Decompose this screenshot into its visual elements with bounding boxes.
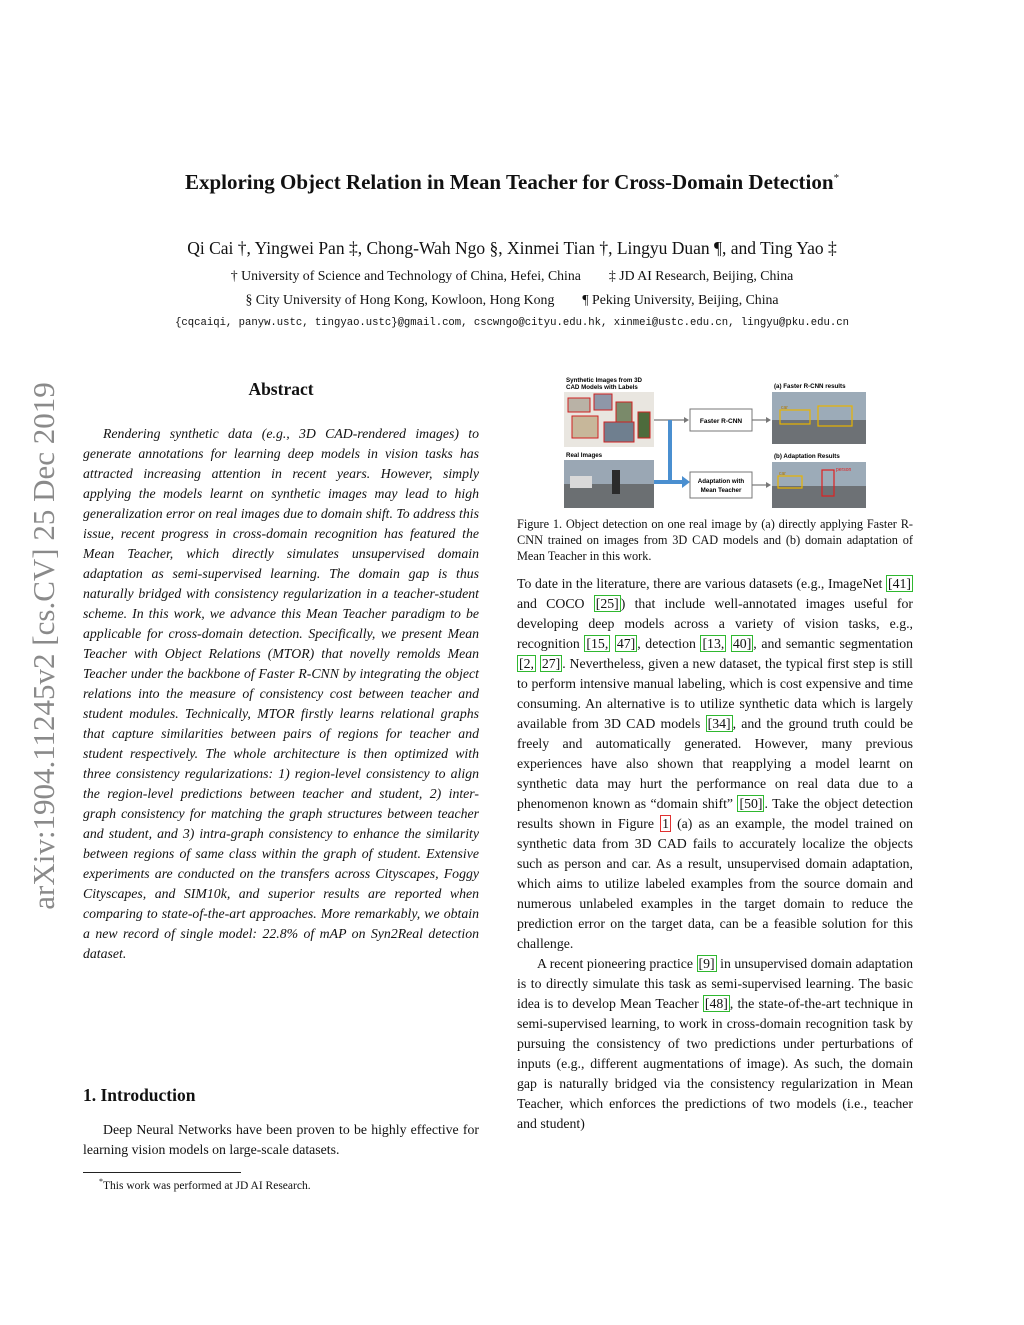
- synthetic-object: [616, 402, 632, 424]
- synthetic-object: [568, 398, 590, 412]
- adaptation-box: [690, 472, 752, 498]
- citation-link[interactable]: [2,: [519, 656, 534, 671]
- synthetic-object: [604, 422, 634, 442]
- footnote-rule: [83, 1172, 241, 1173]
- result-a-label: (a) Faster R-CNN results: [774, 383, 846, 390]
- citation-link[interactable]: [41]: [888, 576, 911, 591]
- synthetic-label-line-1: Synthetic Images from 3D: [566, 377, 642, 384]
- figure-1: [560, 372, 870, 512]
- citation-link[interactable]: 40]: [732, 636, 752, 651]
- arxiv-identifier: arXiv:1904.11245v2 [cs.CV] 25 Dec 2019: [26, 382, 61, 910]
- citation-link[interactable]: [48]: [704, 996, 728, 1011]
- faster-rcnn-label: Faster R-CNN: [699, 418, 743, 425]
- figure-reference-link[interactable]: 1: [662, 816, 669, 831]
- citation-link[interactable]: [9]: [698, 956, 715, 971]
- real-image-car: [570, 476, 592, 488]
- adaptation-label-line-1: Adaptation with: [697, 478, 745, 485]
- citation-link[interactable]: [13,: [702, 636, 725, 651]
- result-b-person-tag: person: [836, 467, 852, 473]
- synthetic-object: [572, 416, 598, 438]
- affiliations-row-1: † University of Science and Technology of China, Hefei, China ‡ JD AI Research, Beijing, China: [230, 268, 794, 283]
- abstract-heading: Abstract: [248, 379, 314, 399]
- citation-link[interactable]: 47]: [616, 636, 636, 651]
- arrowhead: [684, 417, 689, 423]
- author-emails: {cqcaiqi, panyw.ustc, tingyao.ustc}@gmail.com, cscwngo@cityu.edu.hk, xinmei@ustc.edu.cn, lingyu@pku.edu.cn: [175, 317, 849, 329]
- abstract-body: Rendering synthetic data (e.g., 3D CAD-rendered images) to generate annotations for learning deep models in vision tasks has attracted increasing attention in recent years. However, simply applying the models learnt on synthetic images may lead to high generalization error on real images due to domain shift. To address this issue, recent progress in cross-domain recognition has featured the Mean Teacher, which directly simulates unsupervised domain adaptation as semi-supervised learning. The domain gap is thus naturally bridged with consistency regularization in a teacher-student scheme. In this work, we advance this Mean Teacher paradigm to be applicable for cross-domain detection. Specifically, we present Mean Teacher with Object Relations (MTOR) that novelly remolds Mean Teacher under the backbone of Faster R-CNN by integrating the object relations into the measure of consistency cost between teacher and student modules. Technically, MTOR firstly learns relational graphs that capture similarities between pairs of regions for teacher and student respectively. The whole architecture is then optimized with three consistency regularizations: 1) region-level consistency to align the region-level predictions between teacher and student, 2) inter-graph consistency for matching the graph structures between teacher and student, and 3) intra-graph consistency to enhance the similarity between regions of same class within the graph of student. Extensive experiments are conducted on the transfers across Cityscapes, Foggy Cityscapes, and SIM10k, and superior results are reported when comparing to state-of-the-art approaches. More remarkably, we obtain a new record of single model: 22.8% of mAP on Syn2Real detection dataset.: [83, 426, 479, 961]
- real-image-person: [612, 470, 620, 494]
- arrowhead: [766, 482, 771, 488]
- result-b-car-tag: car: [779, 471, 786, 477]
- citation-link[interactable]: [34]: [707, 716, 731, 731]
- result-b-road: [772, 486, 866, 508]
- affiliations-row-2: § City University of Hong Kong, Kowloon, Hong Kong ¶ Peking University, Beijing, China: [245, 292, 779, 307]
- synthetic-object: [638, 412, 650, 438]
- synthetic-object: [594, 394, 612, 410]
- result-a-tag: car: [781, 405, 788, 411]
- real-images-label: Real Images: [566, 452, 603, 459]
- author-list: Qi Cai †, Yingwei Pan ‡, Chong-Wah Ngo §, Xinmei Tian †, Lingyu Duan ¶, and Ting Yao ‡: [187, 238, 837, 258]
- figure-1-caption: Figure 1. Object detection on one real image by (a) directly applying Faster R-CNN trained on images from 3D CAD models and (b) domain adaptation of Mean Teacher in this work.: [517, 517, 913, 563]
- figure-1-diagram: [560, 372, 870, 512]
- adaptation-label-line-2: Mean Teacher: [700, 487, 742, 494]
- right-paragraph-1: To date in the literature, there are various datasets (e.g., ImageNet [41] and COCO [25] ) that include well-annotated images useful for developing deep models across a variety of vision tasks, e.g., recognition [15, 47] , detection [13, 40] , and semantic segmentation [2, 27] . Nevertheless, given a new dataset, the typical first step is still to perform intensive manual labeling, which is cost expensive and time consuming. An alternative is to utilize synthetic data which is largely available from 3D CAD models [34] , and the ground truth could be freely and automatically generated. However, many previous experiences have also shown that reapplying a model learnt on synthetic data may hurt the performance on real data due to a phenomenon known as “domain shift” [50] . Take the object detection results shown in Figure 1 (a) as an example, the model trained on synthetic data from 3D CAD fails to accurately localize the objects such as person and car. As a result, unsupervised domain adaptation, which aims to utilize labeled examples from the source domain and numerous unlabeled examples in the target domain to reduce the prediction error on the target data, can be a feasible solution for this challenge.: [517, 576, 914, 951]
- introduction-heading: 1. Introduction: [83, 1085, 196, 1105]
- citation-link[interactable]: 27]: [541, 656, 561, 671]
- right-paragraph-2: A recent pioneering practice [9] in unsupervised domain adaptation is to directly simulate this task as semi-supervised learning. The basic idea is to develop Mean Teacher [48] , the state-of-the-art technique in semi-supervised learning, to work in cross-domain recognition task by pursuing the consistency of two predictions under perturbations of inputs (e.g., different augmentations of image). As such, the domain gap is naturally bridged via the consistency regularization in Mean Teacher, which enforces the predictions of two models (i.e., teacher and student): [517, 956, 913, 1131]
- arrowhead: [682, 476, 690, 488]
- citation-link[interactable]: [50]: [739, 796, 763, 811]
- arrowhead: [766, 417, 771, 423]
- right-column-body: [517, 574, 913, 1134]
- result-b-label: (b) Adaptation Results: [774, 453, 840, 460]
- paper-title: Exploring Object Relation in Mean Teacher for Cross-Domain Detection*: [184, 170, 840, 194]
- citation-link[interactable]: [15,: [586, 636, 609, 651]
- introduction-paragraph: Deep Neural Networks have been proven to be highly effective for learning vision models on large-scale datasets.: [83, 1122, 479, 1157]
- citation-link[interactable]: [25]: [595, 596, 619, 611]
- synthetic-label-line-2: CAD Models with Labels: [566, 384, 638, 391]
- footnote: *This work was performed at JD AI Research.: [99, 1177, 311, 1192]
